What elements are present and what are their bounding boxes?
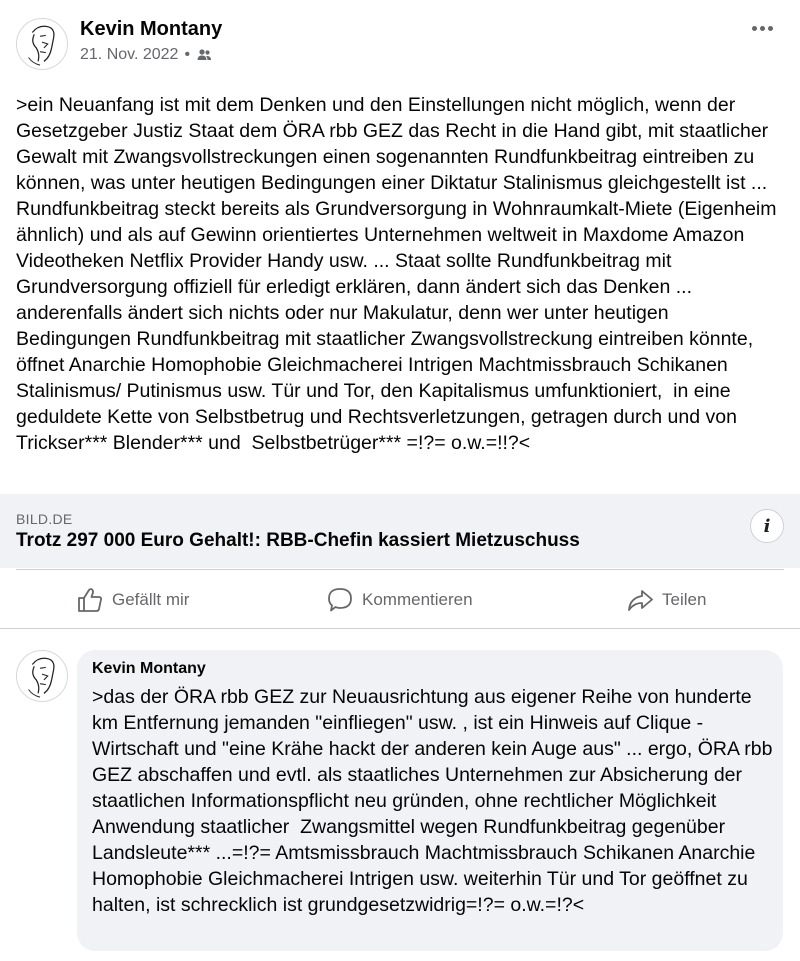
meta-separator: • — [184, 46, 191, 63]
comment-text: >das der ÖRA rbb GEZ zur Neuausrichtung aus eigener Reihe von hunderte km Entfernung jemanden "einfliegen" usw. , ist ein Hinweis auf Clique - Wirtschaft und "eine Krähe hackt der anderen kein Auge aus" ... ergo, ÖRA rbb GEZ abschaffen und evtl. als staatliches Unternehmen zur Absicherung der staatlichen Informationspflicht neu gründen, ohne rechtlicher Möglichkeit Anwendung staatlicher Zwangsmittel wegen Rundfunkbeitrag gegenüber Landsleute*** ...=!?= Amtsmissbrauch Machtmissbrauch Schikanen Anarchie Homophobie Gleichmacherei Intrigen usw. weiterhin Tür und Tor geöffnet zu halten, ist schrecklich ist grundgesetzwidrig=!?= o.w.=!?< — [92, 686, 778, 916]
share-button[interactable] — [626, 585, 706, 615]
divider — [0, 628, 800, 629]
sketch-face-icon — [17, 19, 67, 69]
post-text: >ein Neuanfang ist mit dem Denken und den Einstellungen nicht möglich, wenn der Gesetzgeber Justiz Staat dem ÖRA rbb GEZ das Recht in die Hand gibt, mit staatlicher Gewalt mit Zwangsvollstreckungen einen sogenannten Rundfunkbeitrag eintreiben zu können, was unter heutigen Bedingungen einer Diktatur Stalinismus gleichgestellt ist ... Rundfunkbeitrag steckt bereits als Grundversorgung in Wohnraumkalt-Miete (Eigenheim ähnlich) und als auf Gewinn orientiertes Unternehmen weltweit in Maxdome Amazon Videotheken Netflix Provider Handy usw. ... Staat sollte Rundfunkbeitrag mit Grundversorgung offiziell für erledigt erklären, dann ändert sich das Denken ... anderenfalls ändert sich nichts oder nur Makulatur, denn wer unter heutigen Bedingungen Rundfunkbeitrag mit staatlicher Zwangsvollstreckung eintreiben könnte, öffnet Anarchie Homophobie Gleichmacherei Intrigen Machtmissbrauch Schikanen Stalinismus/ Putinismus usw. Tür und Tor, den Kapitalismus umfunktioniert, in eine geduldete Kette von Selbstbetrug und Rechtsverletzungen, getragen durch und von Trickser*** Blender*** und Selbstbetrüger*** =!?= o.w.=!!?< — [16, 94, 782, 454]
comment-bubble — [77, 650, 783, 951]
share-label: Teilen — [662, 590, 707, 609]
post-author-name[interactable]: Kevin Montany — [80, 18, 223, 40]
friends-icon[interactable] — [196, 47, 212, 63]
comment-author-name[interactable]: Kevin Montany — [92, 660, 206, 677]
divider — [16, 569, 784, 570]
like-button[interactable] — [76, 585, 189, 615]
comment-icon — [326, 586, 354, 614]
post-meta — [80, 46, 212, 64]
author-avatar[interactable] — [16, 18, 68, 70]
like-label: Gefällt mir — [112, 590, 190, 609]
comment-label: Kommentieren — [362, 590, 473, 609]
post-date[interactable]: 21. Nov. 2022 — [80, 46, 179, 63]
more-options-icon[interactable] — [748, 16, 776, 40]
commenter-avatar[interactable] — [16, 650, 68, 702]
link-preview-card[interactable] — [0, 494, 800, 568]
share-arrow-icon — [626, 586, 654, 614]
link-domain: BILD.DE — [16, 511, 73, 527]
sketch-face-icon — [17, 651, 67, 701]
thumbs-up-icon — [76, 586, 104, 614]
info-icon[interactable]: i — [750, 509, 784, 543]
link-title[interactable]: Trotz 297 000 Euro Gehalt!: RBB-Chefin kassiert Mietzuschuss — [16, 530, 580, 551]
comment-button[interactable] — [326, 585, 473, 615]
